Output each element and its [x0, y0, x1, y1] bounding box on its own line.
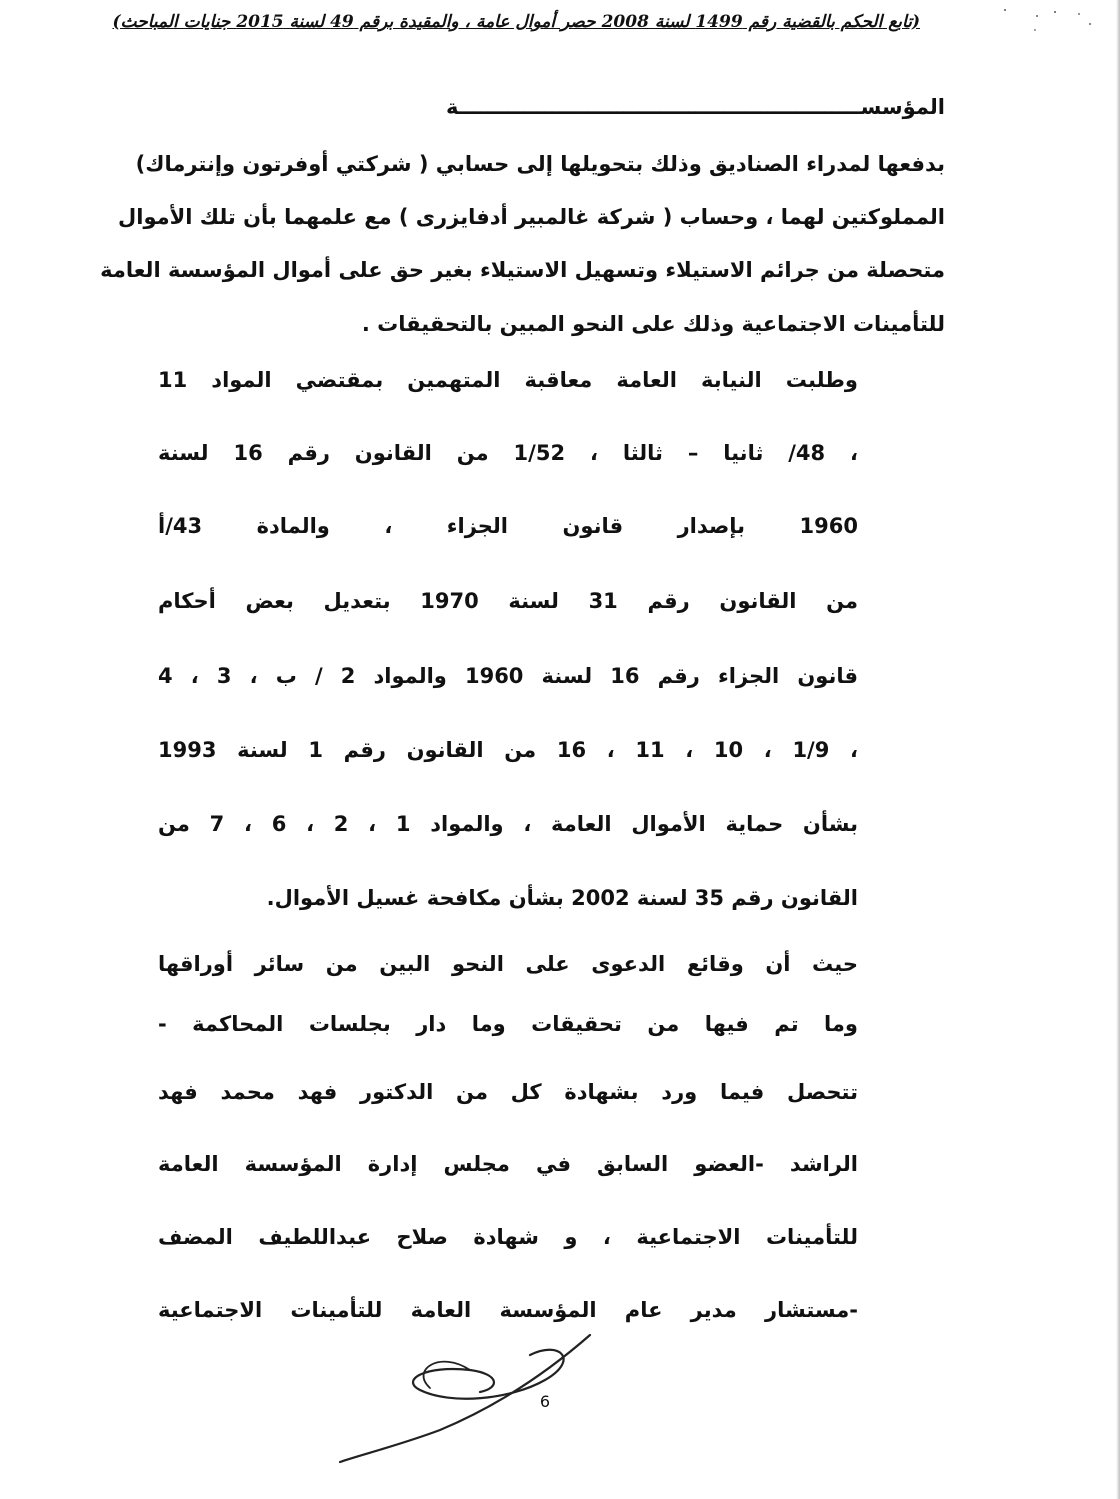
body-line: وما تم فيها من تحقيقات وما دار بجلسات المحاكمة -	[158, 1012, 858, 1036]
body-line: -مستشار مدير عام المؤسسة العامة للتأمينات الاجتماعية	[158, 1298, 858, 1322]
body-line: للتأمينات الاجتماعية ، و شهادة صلاح عبداللطيف المضف	[158, 1225, 858, 1249]
body-line: حيث أن وقائع الدعوى على النحو البين من سائر أوراقها	[158, 952, 858, 976]
handwritten-signature	[330, 1330, 610, 1465]
body-line: تتحصل فيما ورد بشهادة كل من الدكتور فهد محمد فهد	[158, 1080, 858, 1104]
body-line: المملوكتين لهما ، وحساب ( شركة غالمبير أدفايزرى ) مع علمهما بأن تلك الأموال	[118, 205, 945, 229]
body-line: متحصلة من جرائم الاستيلاء وتسهيل الاستيلاء بغير حق على أموال المؤسسة العامة	[100, 258, 945, 282]
page-edge-shadow	[1116, 0, 1120, 1499]
page-number: 6	[539, 1392, 551, 1411]
scan-specks	[995, 4, 1105, 34]
body-line: ، 48/ ثانيا – ثالثا ، 1/52 من القانون رقم 16 لسنة	[158, 441, 859, 465]
body-line: وطلبت النيابة العامة معاقبة المتهمين بمقتضي المواد 11	[158, 368, 858, 392]
body-line: المؤسســــــــــــــــــــــــــــــــــــــــــــــــــــــــة	[445, 95, 945, 119]
body-line: بشأن حماية الأموال العامة ، والمواد 1 ، 2 ، 6 ، 7 من	[158, 812, 858, 836]
body-line: الراشد -العضو السابق في مجلس إدارة المؤسسة العامة	[158, 1152, 858, 1176]
body-line: للتأمينات الاجتماعية وذلك على النحو المبين بالتحقيقات .	[361, 312, 945, 336]
case-reference-header: (تابع الحكم بالقضية رقم 1499 لسنة 2008 حصر أموال عامة ، والمقيدة برقم 49 لسنة 2015 جنايات المباحث)	[112, 12, 920, 32]
body-line: بدفعها لمدراء الصناديق وذلك بتحويلها إلى حسابي ( شركتي أوفرتون وإنترماك)	[135, 152, 945, 176]
body-line: قانون الجزاء رقم 16 لسنة 1960 والمواد 2 / ب ، 3 ، 4	[158, 664, 858, 688]
body-line: القانون رقم 35 لسنة 2002 بشأن مكافحة غسيل الأموال.	[266, 886, 858, 910]
body-line: ، 1/9 ، 10 ، 11 ، 16 من القانون رقم 1 لسنة 1993	[158, 738, 858, 762]
body-line: من القانون رقم 31 لسنة 1970 بتعديل بعض أحكام	[158, 589, 859, 613]
body-line: 1960 بإصدار قانون الجزاء ، والمادة 43/أ	[158, 514, 858, 538]
